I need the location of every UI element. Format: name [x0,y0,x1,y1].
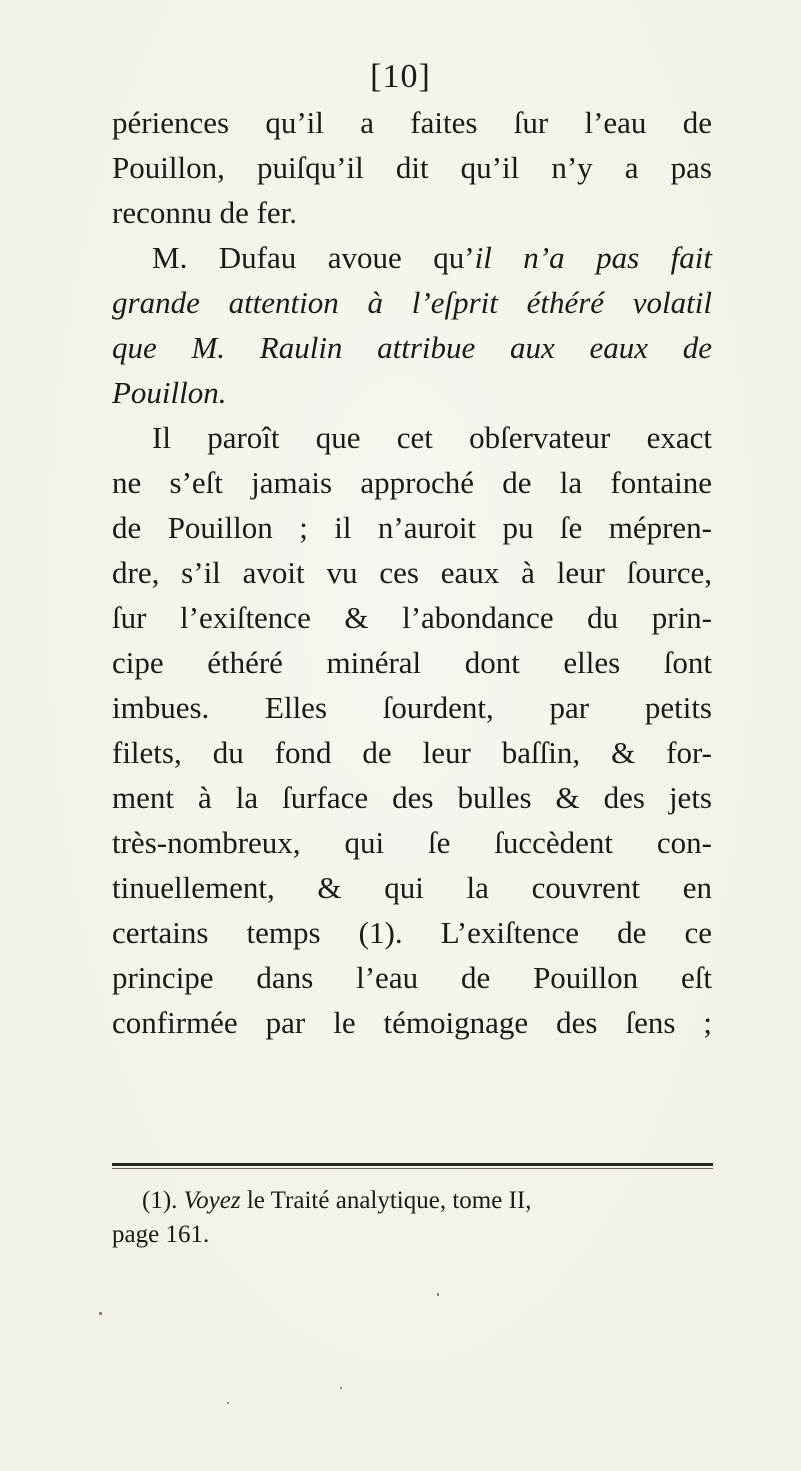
text-line: ſur l’exiſtence & l’abondance du prin- [112,600,712,635]
footnote-line [112,1184,712,1218]
text-line: reconnu de fer. [112,195,298,230]
italic-quote: que M. Raulin attribue aux eaux de [112,330,712,365]
footnote-italic: Voyez [183,1187,241,1214]
text-line: filets, du fond de leur baſſin, & for- [112,735,712,770]
paper-speck [340,1387,342,1389]
main-text [112,100,712,1045]
footnote [112,1184,712,1252]
text-line: confirmée par le témoignage des ſens ; [112,1005,712,1040]
paper-speck [99,1312,102,1315]
text-line [112,235,712,280]
text-line: imbues. Elles ſourdent, par petits [112,690,712,725]
text-line: cipe éthéré minéral dont elles ſont [112,645,712,680]
text-line: certains temps (1). L’exiſtence de ce [112,915,712,950]
text-line: Pouillon, puiſqu’il dit qu’il n’y a pas [112,150,712,185]
text-line: tinuellement, & qui la couvrent en [112,870,712,905]
text-line: ne s’eſt jamais approché de la fontaine [112,465,712,500]
page-number: [10] [370,58,431,95]
footnote-marker: (1). [142,1187,178,1214]
text-segment: M. Dufau avoue qu’ [152,240,475,275]
italic-quote: grande attention à l’eſprit éthéré volatil [112,285,712,320]
text-line: ment à la ſurface des bulles & des jets [112,780,712,815]
paper-speck [227,1402,229,1404]
footnote-divider [112,1163,713,1166]
text-line: périences qu’il a faites ſur l’eau de [112,105,712,140]
paper-speck [437,1293,439,1296]
italic-quote: il n’a pas fait [474,240,712,275]
footnote-line: page 161. [112,1221,210,1248]
footnote-text: le Traité analytique, tome II, [240,1187,532,1214]
text-line: dre, s’il avoit vu ces eaux à leur ſource, [112,555,712,590]
text-line: très-nombreux, qui ſe ſuccèdent con- [112,825,712,860]
text-line: principe dans l’eau de Pouillon eſt [112,960,712,995]
italic-quote: Pouillon. [112,375,227,410]
text-line: Il paroît que cet obſervateur exact [152,420,712,455]
text-line: de Pouillon ; il n’auroit pu ſe mépren- [112,510,712,545]
